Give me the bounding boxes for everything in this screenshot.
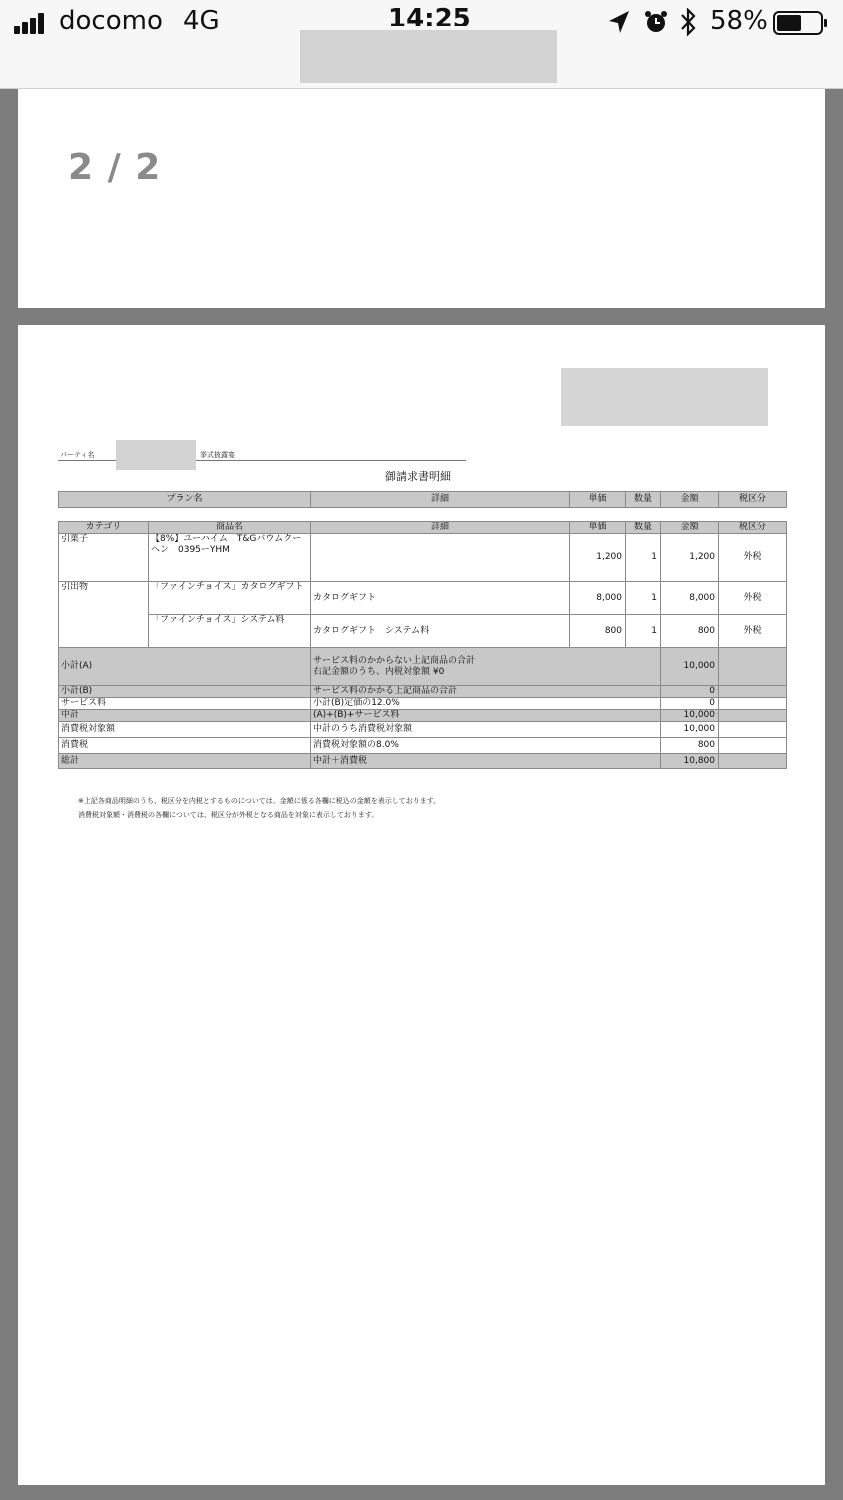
bluetooth-icon (679, 8, 697, 36)
table-row (59, 534, 787, 582)
detail-cell: カタログギフト システム料 (311, 615, 570, 648)
unit-price-cell: 8,000 (570, 582, 626, 615)
party-label: パーティ名 (60, 451, 95, 459)
detail-header: 詳細 (311, 492, 570, 508)
unit-price-header: 単価 (570, 522, 626, 534)
summary-detail (311, 648, 661, 686)
page-indicator: 2 / 2 (68, 147, 162, 188)
summary-label: 消費税対象額 (59, 722, 311, 738)
summary-row (59, 722, 787, 738)
items-header-row (59, 522, 787, 534)
battery-icon (773, 10, 829, 36)
alarm-icon (644, 10, 668, 34)
tax-class-cell: 外税 (719, 582, 787, 615)
summary-detail: (A)+(B)+サービス料 (311, 710, 661, 722)
battery-percentage: 58% (710, 6, 768, 36)
product-header: 商品名 (149, 522, 311, 534)
amount-header: 金額 (661, 492, 719, 508)
product-cell: 「ファインチョイス」システム料 (149, 615, 311, 648)
detail-cell (311, 534, 570, 582)
tax-class-header: 税区分 (719, 492, 787, 508)
network-type: 4G (183, 6, 220, 36)
summary-detail: 小計(B)定価の12.0% (311, 698, 661, 710)
plan-name-header: プラン名 (59, 492, 311, 508)
summary-amount: 0 (661, 698, 719, 710)
redacted-title-bar (300, 30, 557, 83)
quantity-cell: 1 (626, 615, 661, 648)
summary-amount: 10,800 (661, 754, 719, 769)
summary-amount: 10,000 (661, 648, 719, 686)
subtotal-a-row (59, 648, 787, 686)
amount-cell: 800 (661, 615, 719, 648)
summary-row (59, 710, 787, 722)
category-header: カテゴリ (59, 522, 149, 534)
status-bar (0, 0, 843, 89)
summary-amount: 10,000 (661, 710, 719, 722)
summary-label: 消費税 (59, 738, 311, 754)
summary-amount: 800 (661, 738, 719, 754)
summary-amount: 0 (661, 686, 719, 698)
detail-header: 詳細 (311, 522, 570, 534)
quantity-cell: 1 (626, 534, 661, 582)
summary-detail: 中計＋消費税 (311, 754, 661, 769)
plan-header-row (59, 492, 787, 508)
quantity-cell: 1 (626, 582, 661, 615)
tax-class-cell: 外税 (719, 534, 787, 582)
table-row (59, 582, 787, 615)
summary-label: 総計 (59, 754, 311, 769)
redacted-party-name (116, 440, 196, 470)
location-arrow-icon (608, 10, 630, 34)
product-name-line: 【8%】ユーハイム T&Gバウムクー (151, 534, 302, 544)
footnote: 消費税対象額・消費税の各欄については、税区分が外税となる商品を対象に表示しております。 (78, 811, 379, 819)
product-cell (149, 534, 311, 582)
tax-class-header: 税区分 (719, 522, 787, 534)
detail-cell: カタログギフト (311, 582, 570, 615)
event-name: 挙式披露宴 (200, 451, 235, 459)
summary-row (59, 686, 787, 698)
tax-class-cell: 外税 (719, 615, 787, 648)
summary-detail: 中計のうち消費税対象額 (311, 722, 661, 738)
summary-detail-line: 右記金額のうち、内税対象額 ¥0 (313, 666, 445, 677)
summary-detail-line: サービス料のかからない上記商品の合計 (313, 655, 476, 666)
summary-detail: サービス料のかかる上記商品の合計 (311, 686, 661, 698)
table-row (59, 615, 787, 648)
product-name-line: ヘン 0395ーYHM (151, 545, 230, 555)
summary-row (59, 698, 787, 710)
amount-cell: 1,200 (661, 534, 719, 582)
items-table (58, 521, 787, 769)
unit-price-cell: 1,200 (570, 534, 626, 582)
category-cell: 引菓子 (59, 534, 149, 582)
footnote: ※上記各商品明細のうち、税区分を内税とするものについては、金額に係る各欄に税込の金額を表示しております。 (78, 797, 441, 805)
unit-price-cell: 800 (570, 615, 626, 648)
amount-header: 金額 (661, 522, 719, 534)
pdf-page-invoice (18, 325, 825, 1485)
category-cell: 引出物 (59, 582, 149, 648)
unit-price-header: 単価 (570, 492, 626, 508)
summary-label: 小計(A) (59, 648, 311, 686)
document-title: 御請求書明細 (385, 470, 451, 483)
carrier-name: docomo (59, 6, 163, 36)
plan-table (58, 491, 787, 508)
quantity-header: 数量 (626, 522, 661, 534)
product-cell: 「ファインチョイス」カタログギフト (149, 582, 311, 615)
summary-detail: 消費税対象額の8.0% (311, 738, 661, 754)
amount-cell: 8,000 (661, 582, 719, 615)
summary-label: サービス料 (59, 698, 311, 710)
summary-label: 小計(B) (59, 686, 311, 698)
summary-amount: 10,000 (661, 722, 719, 738)
signal-icon (14, 12, 52, 34)
grand-total-row (59, 754, 787, 769)
summary-row (59, 738, 787, 754)
summary-label: 中計 (59, 710, 311, 722)
redacted-logo (561, 368, 768, 426)
status-time: 14:25 (388, 4, 471, 26)
pdf-page-previous (18, 89, 825, 308)
quantity-header: 数量 (626, 492, 661, 508)
party-row (58, 448, 466, 461)
